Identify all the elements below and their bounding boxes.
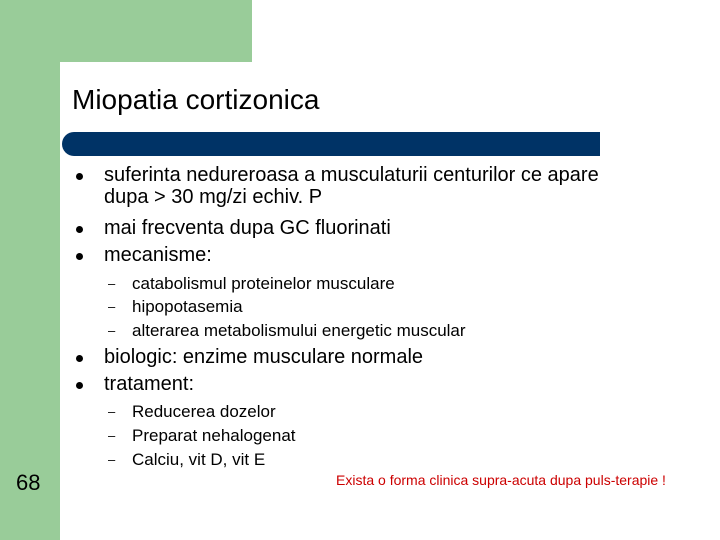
sub-bullet-text: alterarea metabolismului energetic muscular — [132, 321, 466, 340]
sub-bullet-text: Calciu, vit D, vit E — [132, 450, 266, 469]
bullet-text: suferinta nedureroasa a musculaturii centurilor ce apare — [104, 164, 599, 186]
bullet-text-continued: dupa > 30 mg/zi echiv. P — [104, 186, 323, 208]
sub-bullet-text: Reducerea dozelor — [132, 402, 276, 421]
bullet-dot-icon — [76, 382, 83, 389]
slide-number: 68 — [16, 470, 41, 495]
bullet-dot-icon — [76, 253, 83, 260]
dash-icon: – — [108, 428, 116, 443]
bullet-text: mai frecventa dupa GC fluorinati — [104, 217, 391, 239]
bullet-dot-icon — [76, 173, 83, 180]
title-divider — [62, 132, 600, 156]
left-decoration-bar — [0, 0, 60, 540]
dash-icon: – — [108, 276, 116, 291]
bullet-dot-icon — [76, 226, 83, 233]
bullet-text: tratament: — [104, 373, 195, 395]
dash-icon: – — [108, 323, 116, 338]
bullet-text: mecanisme: — [104, 244, 212, 266]
dash-icon: – — [108, 404, 116, 419]
sub-bullet-text: hipopotasemia — [132, 297, 243, 316]
dash-icon: – — [108, 299, 116, 314]
sub-bullet-text: Preparat nehalogenat — [132, 426, 296, 445]
slide-title: Miopatia cortizonica — [72, 84, 320, 115]
sub-bullet-text: catabolismul proteinelor musculare — [132, 274, 395, 293]
clinical-note: Exista o forma clinica supra-acuta dupa puls-terapie ! — [336, 472, 666, 488]
bullet-text: biologic: enzime musculare normale — [104, 346, 424, 368]
dash-icon: – — [108, 452, 116, 467]
bullet-dot-icon — [76, 355, 83, 362]
